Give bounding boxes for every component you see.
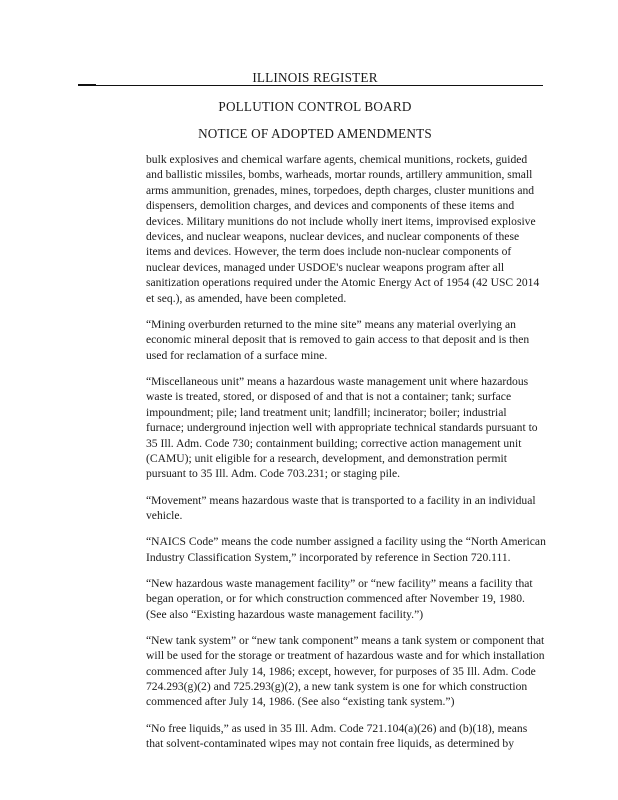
document-body <box>146 152 546 762</box>
paragraph-mining-overburden: “Mining overburden returned to the mine site” means any material overlying an economic mineral deposit that is removed to gain access to that deposit and is then used for reclamation of a surface mine. <box>146 317 530 362</box>
paragraph-new-tank-system: “New tank system” or “new tank component” means a tank system or component that will be used for the storage or treatment of hazardous waste and for which installation commenced after July 14, 1986; except, however, for purposes of 35 Ill. Adm. Code 724.293(g)(2) and 725.293(g)(2), a new tank system is one for which construction commenced after July 14, 1986. (See also “existing tank system.”) <box>146 633 545 709</box>
paragraph-new-facility: “New hazardous waste management facility” or “new facility” means a facility that began operation, or for which construction commenced after November 19, 1980. (See also “Existing hazardous waste management facility.”) <box>146 576 533 621</box>
paragraph-no-free-liquids: “No free liquids,” as used in 35 Ill. Adm. Code 721.104(a)(26) and (b)(18), means that solvent-contaminated wipes may not contain free liquids, as determined by <box>146 721 528 750</box>
board-title: POLLUTION CONTROL BOARD <box>218 99 412 114</box>
register-title: ILLINOIS REGISTER <box>252 70 378 85</box>
paragraph-movement: “Movement” means hazardous waste that is transported to a facility in an individual vehicle. <box>146 493 536 522</box>
paragraph-military-munitions: bulk explosives and chemical warfare agents, chemical munitions, rockets, guided and ballistic missiles, bombs, warheads, mortar rounds, artillery ammunition, small arms ammunition, grenades, mines, torpedoes, depth charges, cluster munitions and dispensers, demolition charges, and devices and components of these items and devices. Military munitions do not include wholly inert items, improvised explosive devices, and nuclear weapons, nuclear devices, and nuclear components of these items and devices. However, the term does include non-nuclear components of nuclear devices, managed under USDOE's nuclear weapons program after all sanitization operations required under the Atomic Energy Act of 1954 (42 USC 2014 et seq.), as amended, have been completed. <box>146 153 540 305</box>
notice-title: NOTICE OF ADOPTED AMENDMENTS <box>198 126 432 141</box>
paragraph-naics-code: “NAICS Code” means the code number assigned a facility using the “North American Industry Classification System,” incorporated by reference in Section 720.111. <box>146 535 546 564</box>
paragraph-miscellaneous-unit: “Miscellaneous unit” means a hazardous waste management unit where hazardous waste is treated, stored, or disposed of and that is not a container; tank; surface impoundment; pile; land treatment unit; landfill; incinerator; boiler; industrial furnace; underground injection well with appropriate technical standards pursuant to 35 Ill. Adm. Code 730; containment building; corrective action management unit (CAMU); unit eligible for a research, development, and demonstration permit pursuant to 35 Ill. Adm. Code 703.231; or staging pile. <box>146 374 538 481</box>
